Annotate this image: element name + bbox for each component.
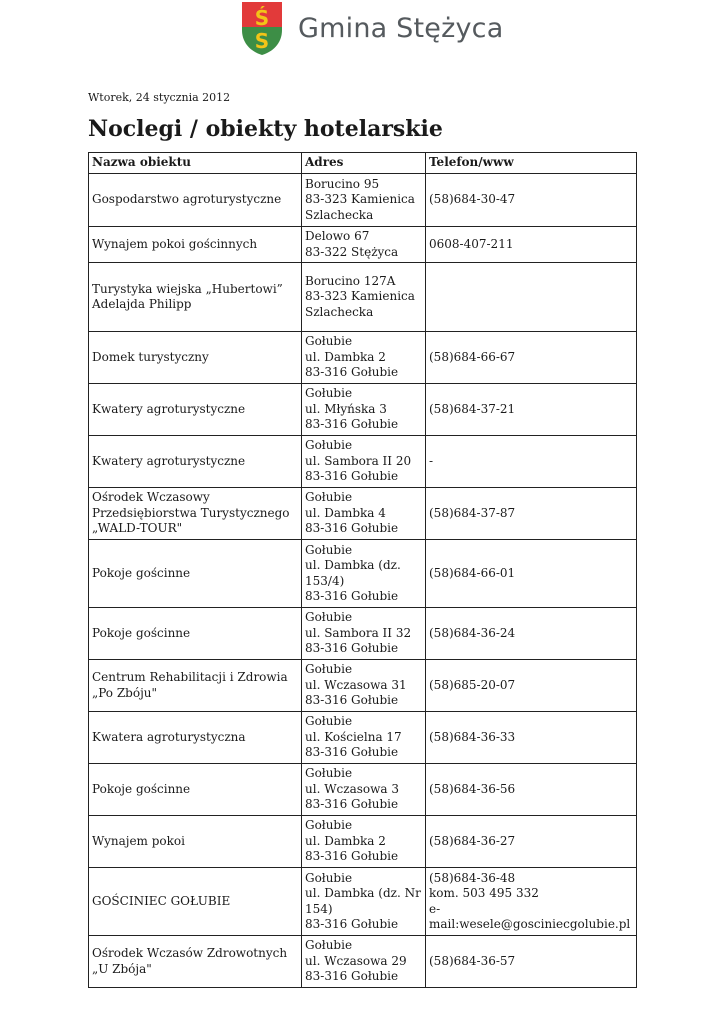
object-phone: - (426, 436, 637, 488)
table-row (89, 936, 637, 988)
object-address: Gołubie ul. Kościelna 17 83-316 Gołubie (302, 712, 426, 764)
object-name: Turystyka wiejska „Hubertowi” Adelajda Philipp (89, 263, 302, 332)
object-address: Gołubie ul. Dambka 2 83-316 Gołubie (302, 816, 426, 868)
object-address: Borucino 127A 83-323 Kamienica Szlachecka (302, 263, 426, 332)
column-header-address: Adres (302, 153, 426, 174)
page-title: Noclegi / obiekty hotelarskie (88, 116, 443, 142)
object-phone[interactable]: (58)684-36-48 kom. 503 495 332 e-mail:wesele@gosciniecgolubie.pl (426, 868, 637, 936)
object-phone: (58)684-36-56 (426, 764, 637, 816)
object-name: Pokoje gościnne (89, 540, 302, 608)
table-header-row (89, 153, 637, 174)
object-address: Borucino 95 83-323 Kamienica Szlachecka (302, 174, 426, 227)
object-address: Gołubie ul. Sambora II 32 83-316 Gołubie (302, 608, 426, 660)
table-row (89, 764, 637, 816)
site-name[interactable]: Gmina Stężyca (298, 12, 504, 44)
svg-text:Ś: Ś (254, 6, 270, 30)
table-row (89, 660, 637, 712)
object-name: Gospodarstwo agroturystyczne (89, 174, 302, 227)
table-row (89, 816, 637, 868)
object-phone: (58)684-30-47 (426, 174, 637, 227)
object-address: Gołubie ul. Wczasowa 3 83-316 Gołubie (302, 764, 426, 816)
object-address: Gołubie ul. Dambka 4 83-316 Gołubie (302, 488, 426, 540)
object-phone: 0608-407-211 (426, 227, 637, 263)
object-name: Kwatery agroturystyczne (89, 436, 302, 488)
object-address: Gołubie ul. Sambora II 20 83-316 Gołubie (302, 436, 426, 488)
table-row (89, 868, 637, 936)
column-header-name: Nazwa obiektu (89, 153, 302, 174)
table-row (89, 332, 637, 384)
object-phone: (58)684-66-01 (426, 540, 637, 608)
table-row (89, 540, 637, 608)
object-name: Kwatery agroturystyczne (89, 384, 302, 436)
object-phone: (58)684-36-57 (426, 936, 637, 988)
object-address: Delowo 67 83-322 Stężyca (302, 227, 426, 263)
object-phone: (58)684-37-21 (426, 384, 637, 436)
object-address: Gołubie ul. Dambka (dz. 153/4) 83-316 Gołubie (302, 540, 426, 608)
object-name: Wynajem pokoi (89, 816, 302, 868)
object-phone: (58)684-66-67 (426, 332, 637, 384)
gmina-coat-of-arms-icon[interactable] (240, 0, 284, 56)
table-row (89, 263, 637, 332)
object-name: Pokoje gościnne (89, 608, 302, 660)
object-name: Centrum Rehabilitacji i Zdrowia „Po Zbóju" (89, 660, 302, 712)
object-phone: (58)685-20-07 (426, 660, 637, 712)
object-address: Gołubie ul. Młyńska 3 83-316 Gołubie (302, 384, 426, 436)
object-phone: (58)684-36-33 (426, 712, 637, 764)
svg-text:S: S (254, 29, 270, 53)
object-name: Domek turystyczny (89, 332, 302, 384)
object-name: Kwatera agroturystyczna (89, 712, 302, 764)
table-row (89, 488, 637, 540)
site-header (240, 0, 503, 56)
object-address: Gołubie ul. Dambka 2 83-316 Gołubie (302, 332, 426, 384)
object-name: Wynajem pokoi gościnnych (89, 227, 302, 263)
object-name: Pokoje gościnne (89, 764, 302, 816)
object-phone: (58)684-37-87 (426, 488, 637, 540)
table-row (89, 436, 637, 488)
object-name: GOŚCINIEC GOŁUBIE (89, 868, 302, 936)
object-phone: (58)684-36-24 (426, 608, 637, 660)
article-date: Wtorek, 24 stycznia 2012 (88, 91, 231, 104)
table-row (89, 384, 637, 436)
table-row (89, 712, 637, 764)
object-address: Gołubie ul. Dambka (dz. Nr 154) 83-316 Gołubie (302, 868, 426, 936)
table-row (89, 174, 637, 227)
accommodation-table (88, 152, 637, 988)
object-address: Gołubie ul. Wczasowa 31 83-316 Gołubie (302, 660, 426, 712)
object-phone (426, 263, 637, 332)
object-address: Gołubie ul. Wczasowa 29 83-316 Gołubie (302, 936, 426, 988)
object-name: Ośrodek Wczasów Zdrowotnych „U Zbója" (89, 936, 302, 988)
table-row (89, 608, 637, 660)
table-row (89, 227, 637, 263)
object-phone: (58)684-36-27 (426, 816, 637, 868)
object-name: Ośrodek Wczasowy Przedsiębiorstwa Turystycznego „WALD-TOUR" (89, 488, 302, 540)
column-header-phone: Telefon/www (426, 153, 637, 174)
